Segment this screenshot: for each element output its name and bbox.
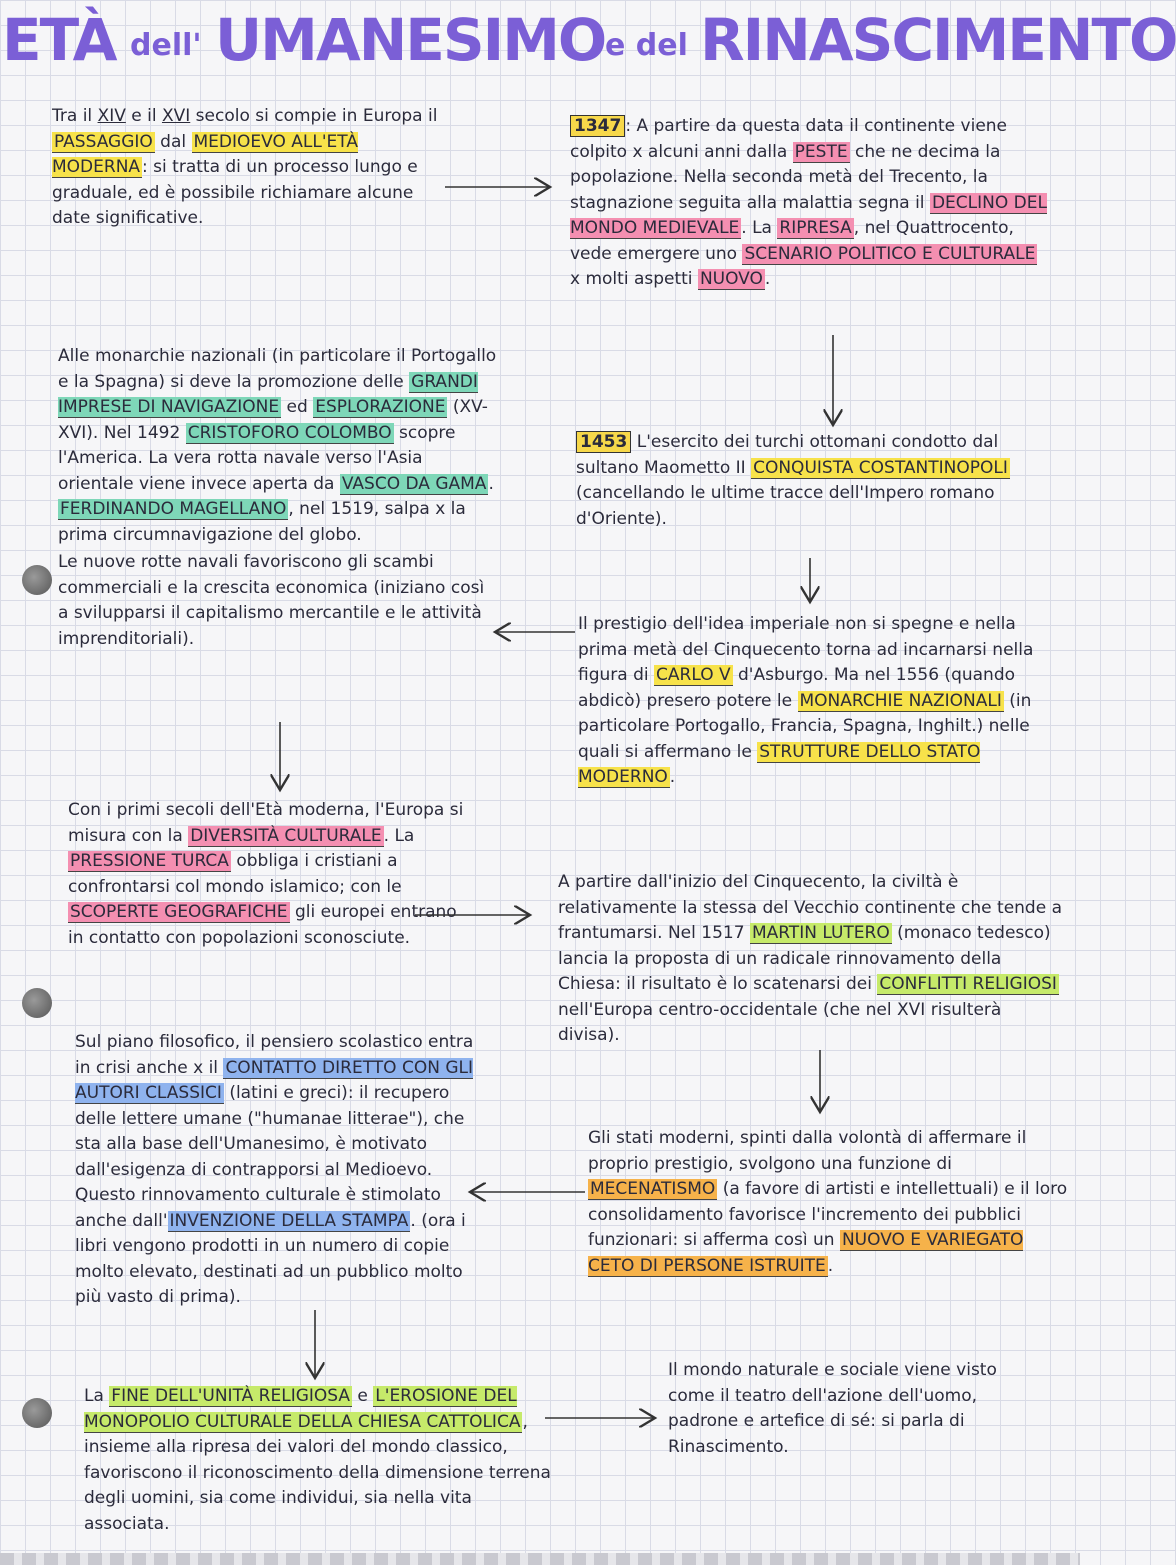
intro-block: Tra il XIV e il XVI secolo si compie in Europa il PASSAGGIO dal MEDIOEVO ALL'ETÀ MODERNA : si tratta di un processo lungo e graduale, ed è possibile richiamare alcune date significative. [52,106,438,228]
highlight: INVENZIONE DELLA STAMPA [169,1210,409,1231]
title-dell: dell' [130,28,202,63]
highlight: FERDINANDO MAGELLANO [60,499,287,519]
highlight: MONARCHIE NAZIONALI [799,690,1002,711]
highlight: L'EROSIONE DEL MONOPOLIO CULTURALE DELLA CHIESA CATTOLICA [84,1386,521,1432]
highlight: CARLO V [656,665,731,685]
title-umanesimo: UMANESIMO [215,6,606,74]
highlight: SCENARIO POLITICO E CULTURALE [744,243,1036,264]
cultural-diversity-block: Con i primi secoli dell'Età moderna, l'Europa si misura con la DIVERSITÀ CULTURALE . La PRESSIONE TURCA obbliga i cristiani a confrontarsi col mondo islamico; con le SCOPERTE GEOGRAFICHE gli europei entrano in contatto con popolazioni sconosciute. [68,800,464,948]
plague-1347-block: 1347 : A partire da questa data il continente viene colpito x alcuni anni dalla PESTE che ne decima la popolazione. Nella seconda metà del Trecento, la stagnazione seguita alla malattia segna il DECLINO DEL MONDO MEDIEVALE . La RIPRESA , nel Quattrocento, vede emergere uno SCENARIO POLITICO E CULTURALE x molti aspetti NUOVO . [570,116,1047,289]
title-rinascimento: RINASCIMENTO [700,6,1176,74]
highlight: FINE DELL'UNITÀ RELIGIOSA [111,1386,351,1406]
highlight: GRANDI IMPRESE DI NAVIGAZIONE [58,371,478,417]
highlight: CONTATTO DIRETTO CON GLI AUTORI CLASSICI [75,1057,473,1103]
renaissance-block: Il mondo naturale e sociale viene visto come il teatro dell'azione dell'uomo, padrone e artefice di sé: si parla di Rinascimento. [668,1360,997,1457]
highlight: PESTE [794,141,848,162]
highlight: DIVERSITÀ CULTURALE [190,825,382,846]
navigation-block: Alle monarchie nazionali (in particolare il Portogallo e la Spagna) si deve la promozione delle GRANDI IMPRESE DI NAVIGAZIONE ed ESPLORAZIONE (XV-XVI). Nel 1492 CRISTOFORO COLOMBO scopre l'America. La vera rotta navale verso l'Asia orientale viene invece aperta da VASCO DA GAMA . FERDINANDO MAGELLANO , nel 1519, salpa x la prima circumnavigazione del globo. Le nuove rotte navali favoriscono gli scambi commerciali e la crescita economica (iniziano così a svilupparsi il capitalismo mercantile e le attività imprenditoriali). [58,346,497,649]
date-badge: 1347 [570,115,625,137]
highlight: NUOVO [699,269,763,289]
highlight: ESPLORAZIONE [315,397,446,417]
highlight: CONQUISTA COSTANTINOPOLI [753,457,1008,478]
constantinople-1453-block: 1453 L'esercito dei turchi ottomani condotto dal sultano Maometto II CONQUISTA COSTANTINOPOLI (cancellando le ultime tracce dell'Impero romano d'Oriente). [576,432,1008,529]
highlight: MECENATISMO [590,1179,716,1199]
title-e-del: e del [605,28,688,63]
carlo-v-block: Il prestigio dell'idea imperiale non si spegne e nella prima metà del Cinquecento torna ad incarnarsi nella figura di CARLO V d'Asburgo. Ma nel 1556 (quando abdicò) presero potere le MONARCHIE NAZIONALI (in particolare Portogallo, Francia, Spagna, Inghilt.) nelle quali si affermano le STRUTTURE DELLO STATO MODERNO . [578,614,1034,787]
religious-unity-block: La FINE DELL'UNITÀ RELIGIOSA e L'EROSIONE DEL MONOPOLIO CULTURALE DELLA CHIESA CATTOLICA , insieme alla ripresa dei valori del mondo classico, favoriscono il riconoscimento della dimensione terrena degli uomini, sia come individui, sia nella vita associata. [84,1386,551,1534]
highlight: RIPRESA [779,218,852,238]
date-badge: 1453 [576,431,631,453]
highlight: MARTIN LUTERO [751,923,890,943]
highlight: CRISTOFORO COLOMBO [187,422,392,443]
highlight: VASCO DA GAMA [341,473,487,494]
title-eta: ETÀ [2,6,116,74]
patronage-block: Gli stati moderni, spinti dalla volontà di affermare il proprio prestigio, svolgono una funzione di MECENATISMO (a favore di artisti e intellettuali) e il loro consolidamento favorisce l'incremento dei pubblici funzionari: si afferma così un NUOVO E VARIEGATO CETO DI PERSONE ISTRUITE . [588,1128,1068,1276]
highlight: NUOVO E VARIEGATO CETO DI PERSONE ISTRUITE [588,1230,1024,1276]
highlight: STRUTTURE DELLO STATO MODERNO [578,741,981,787]
highlight: SCOPERTE GEOGRAFICHE [70,902,288,922]
highlight: DECLINO DEL MONDO MEDIEVALE [570,192,1047,238]
highlight: PRESSIONE TURCA [70,851,229,871]
page-edge [0,1553,1080,1565]
highlight: MEDIOEVO ALL'ETÀ MODERNA [52,131,358,177]
humanism-block: Sul piano filosofico, il pensiero scolastico entra in crisi anche x il CONTATTO DIRETTO CON GLI AUTORI CLASSICI (latini e greci): il recupero delle lettere umane ("humanae litterae"), che sta alla base dell'Umanesimo, è motivato dall'esigenza di contrapporsi al Medioevo. Questo rinnovamento culturale è stimolato anche dall' INVENZIONE DELLA STAMPA . (ora i libri vengono prodotti in un numero di copie molto elevato, destinati ad un pubblico molto più vasto di prima). [75,1032,474,1307]
luther-block: A partire dall'inizio del Cinquecento, la civiltà è relativamente la stessa del Vecchio continente che tende a frantumarsi. Nel 1517 MARTIN LUTERO (monaco tedesco) lancia la proposta di un radicale rinnovamento della Chiesa: il risultato è lo scatenarsi dei CONFLITTI RELIGIOSI nell'Europa centro-occidentale (che nel XVI risulterà divisa). [558,872,1063,1045]
highlight: CONFLITTI RELIGIOSI [879,974,1057,994]
highlight: PASSAGGIO [54,131,153,152]
